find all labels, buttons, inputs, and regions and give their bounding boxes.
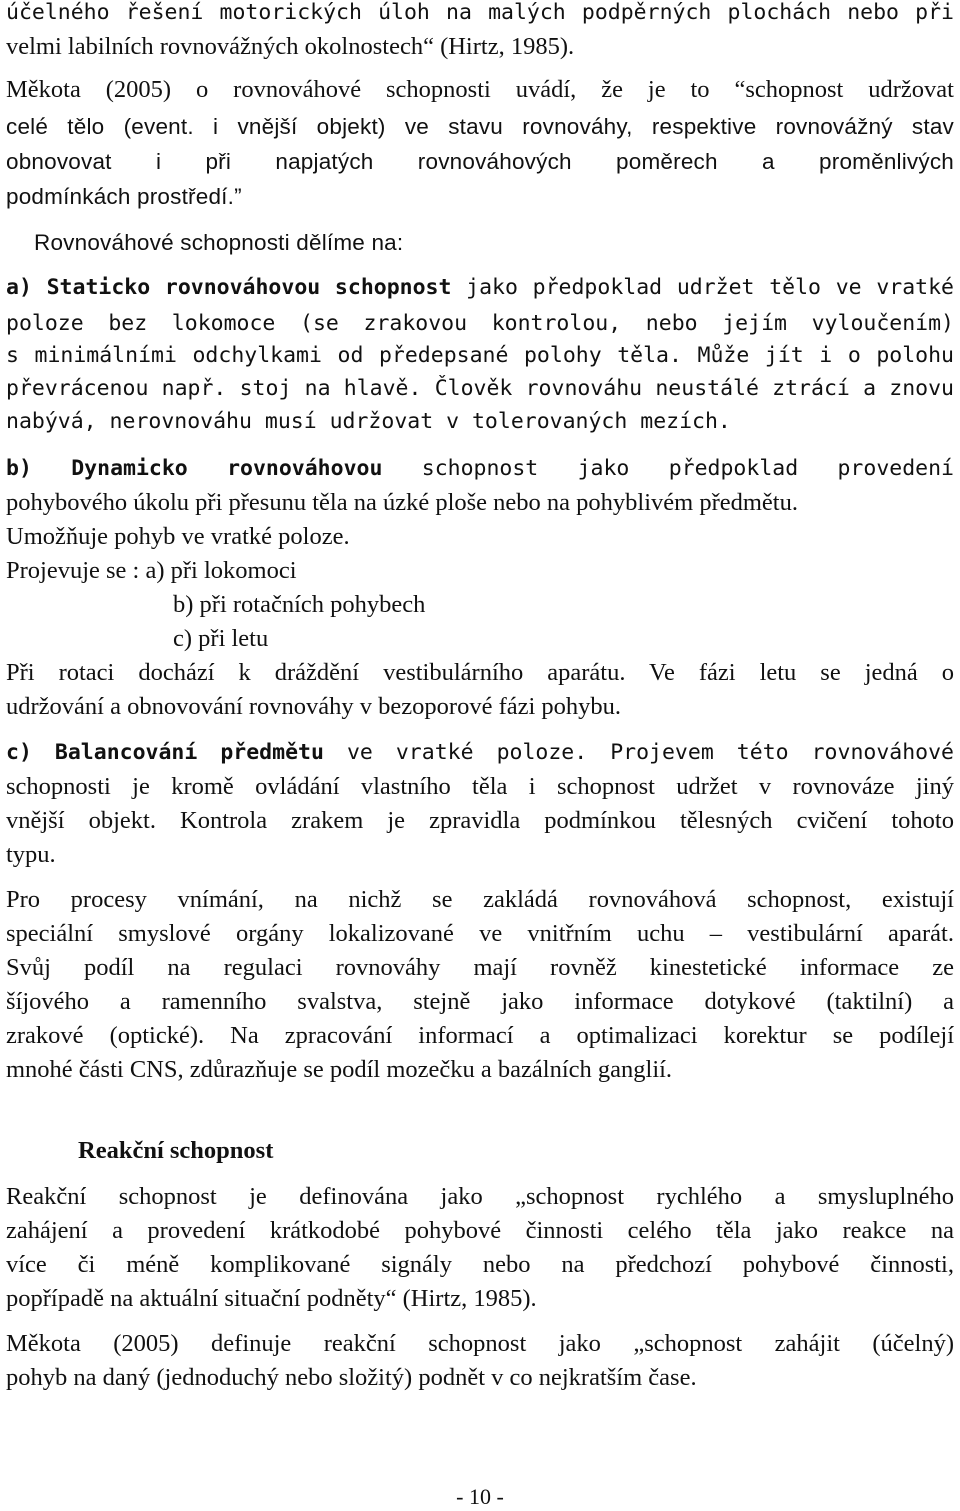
text-line: více či méně komplikované signály nebo na předchozí pohybové činnosti, bbox=[6, 1251, 954, 1278]
text-line: schopnosti je kromě ovládání vlastního těla i schopnost udržet v rovnováze jiný bbox=[6, 773, 954, 800]
text-line: mnohé části CNS, zdůrazňuje se podíl mozečku a bazálních ganglií. bbox=[6, 1056, 673, 1083]
text-line: nabývá, nerovnováhu musí udržovat v tolerovaných mezích. bbox=[6, 409, 731, 434]
text-line: poloze bez lokomoce (se zrakovou kontrolou, nebo jejím vyloučením) bbox=[6, 311, 954, 336]
text-line: s minimálními odchylkami od předepsané polohy těla. Může jít i o polohu bbox=[6, 343, 954, 368]
text-line: Měkota (2005) definuje reakční schopnost jako „schopnost zahájit (účelný) bbox=[6, 1330, 954, 1357]
text-line: c) při letu bbox=[173, 625, 269, 652]
text-line: zahájení a provedení krátkodobé pohybové činnosti celého těla jako reakce na bbox=[6, 1217, 954, 1244]
section-heading: Reakční schopnost bbox=[78, 1137, 274, 1164]
section-b-label: b) Dynamicko rovnováhovou bbox=[6, 456, 383, 481]
text-line: pohyb na daný (jednoduchý nebo složitý) podnět v co nejkratším čase. bbox=[6, 1364, 697, 1391]
page-number: - 10 - bbox=[456, 1484, 504, 1509]
text-line: Měkota (2005) o rovnováhové schopnosti uvádí, že je to “schopnost udržovat bbox=[6, 76, 954, 103]
section-b-text: schopnost jako předpoklad provedení bbox=[382, 456, 954, 481]
section-a-text: jako předpoklad udržet tělo ve vratké bbox=[451, 275, 954, 300]
text-line: celé tělo (event. i vnější objekt) ve stavu rovnováhy, respektive rovnovážný stav bbox=[6, 114, 954, 139]
text-line: Umožňuje pohyb ve vratké poloze. bbox=[6, 523, 350, 550]
text-line: podmínkách prostředí.” bbox=[6, 184, 242, 209]
section-c-label: c) Balancování předmětu bbox=[6, 740, 324, 765]
text-line: Rovnováhové schopnosti dělíme na: bbox=[34, 230, 404, 255]
section-c-first-line bbox=[6, 738, 954, 768]
text-line: Projevuje se : a) při lokomoci bbox=[6, 557, 297, 584]
text-line: šíjového a ramenního svalstva, stejně jako informace dotykové (taktilní) a bbox=[6, 988, 954, 1015]
text-line: speciální smyslové orgány lokalizované ve vnitřním uchu – vestibulární aparát. bbox=[6, 920, 954, 947]
text-line: zrakové (optické). Na zpracování informací a optimalizaci korektur se podílejí bbox=[6, 1022, 954, 1049]
text-line: Pro procesy vnímání, na nichž se zakládá rovnováhová schopnost, existují bbox=[6, 886, 954, 913]
text-line: velmi labilních rovnovážných okolnostech“ (Hirtz, 1985). bbox=[6, 33, 575, 60]
text-line: pohybového úkolu při přesunu těla na úzké ploše nebo na pohyblivém předmětu. bbox=[6, 489, 798, 516]
text-line: převrácenou např. stoj na hlavě. Člověk rovnováhu neustálé ztrácí a znovu bbox=[6, 376, 954, 401]
section-c-text: ve vratké poloze. Projevem této rovnováhové bbox=[323, 740, 954, 765]
text-line: Reakční schopnost je definována jako „schopnost rychlého a smysluplného bbox=[6, 1183, 954, 1210]
section-a-label: a) Staticko rovnováhovou schopnost bbox=[6, 275, 452, 300]
text-line: Svůj podíl na regulaci rovnováhy mají rovněž kinestetické informace ze bbox=[6, 954, 954, 981]
text-line: Při rotaci dochází k dráždění vestibulárního aparátu. Ve fázi letu se jedná o bbox=[6, 659, 954, 686]
text-line: b) při rotačních pohybech bbox=[173, 591, 426, 618]
section-a-first-line bbox=[6, 273, 954, 303]
text-line: účelného řešení motorických úloh na malých podpěrných plochách nebo při bbox=[6, 0, 954, 25]
text-line: udržování a obnovování rovnováhy v bezoporové fázi pohybu. bbox=[6, 693, 622, 720]
text-line: vnější objekt. Kontrola zrakem je zpravidla podmínkou tělesných cvičení tohoto bbox=[6, 807, 954, 834]
text-line: typu. bbox=[6, 841, 56, 868]
section-b-first-line bbox=[6, 454, 954, 484]
text-line: popřípadě na aktuální situační podněty“ (Hirtz, 1985). bbox=[6, 1285, 537, 1312]
text-line: obnovovat i při napjatých rovnováhových poměrech a proměnlivých bbox=[6, 149, 954, 174]
